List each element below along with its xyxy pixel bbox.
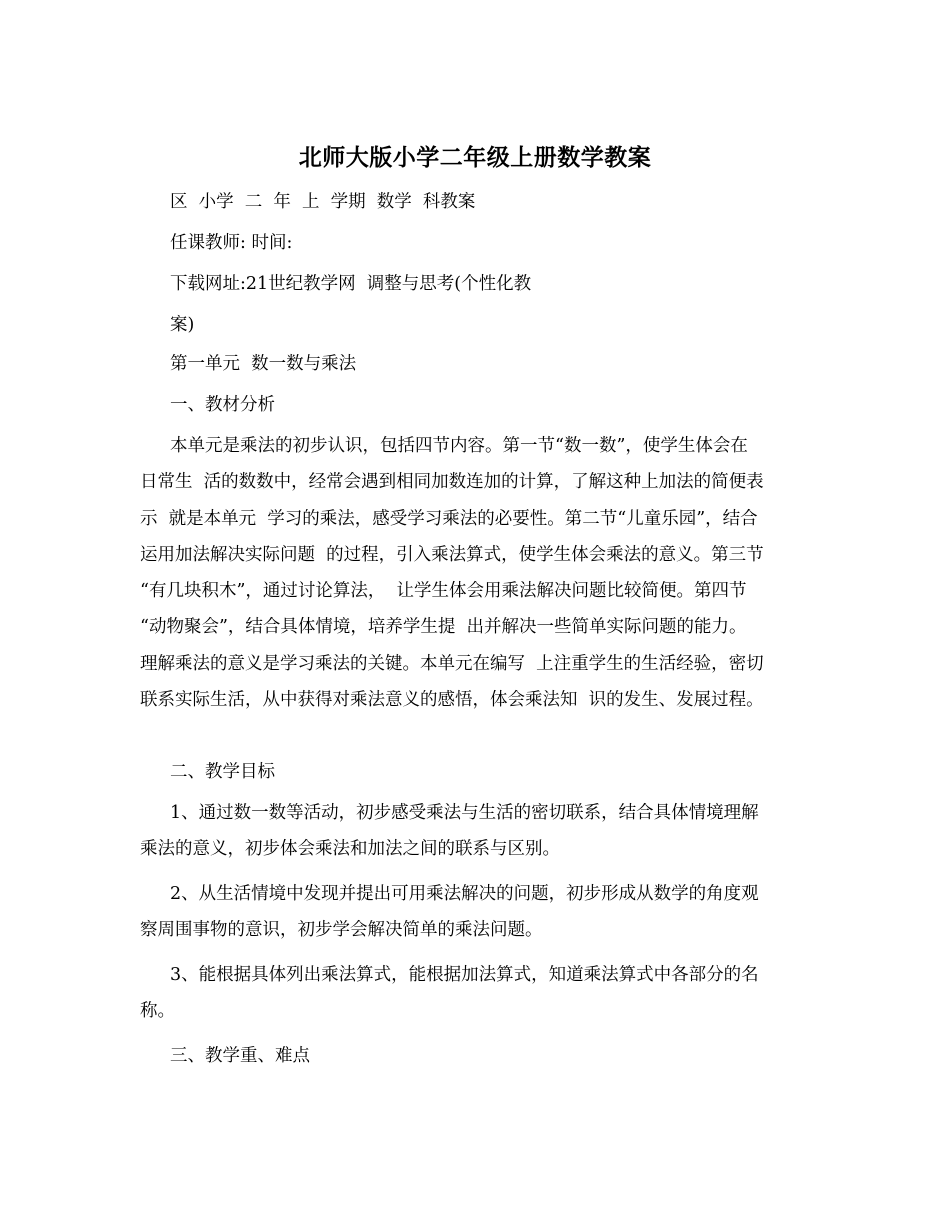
paragraph-line: 日常生 活的数数中，经常会遇到相同加数连加的计算，了解这种上加法的简便表 <box>140 472 764 493</box>
header-line-school: 区 小学 二 年 上 学期 数学 科教案 <box>170 192 476 212</box>
paragraph-line: 本单元是乘法的初步认识，包括四节内容。第一节“数一数”，使学生体会在 <box>170 436 748 456</box>
header-line-plan: 案) <box>170 315 195 335</box>
goal-3-paragraph <box>140 957 820 1030</box>
paragraph-line: 3、能根据具体列出乘法算式，能根据加法算式，知道乘法算式中各部分的名 <box>170 965 759 985</box>
paragraph-line: 乘法的意义，初步体会乘法和加法之间的联系与区别。 <box>140 839 560 860</box>
paragraph-line: 联系实际生活，从中获得对乘法意义的感悟，体会乘法知 识的发生、发展过程。 <box>140 690 764 711</box>
goal-2-paragraph <box>140 876 820 949</box>
paragraph-line: 示 就是本单元 学习的乘法，感受学习乘法的必要性。第二节“儿童乐园”，结合 <box>140 508 758 529</box>
paragraph-line: 称。 <box>140 1001 175 1022</box>
paragraph-line: 运用加法解决实际问题 的过程，引入乘法算式，使学生体会乘法的意义。第三节 <box>140 544 764 565</box>
paragraph-line: 理解乘法的意义是学习乘法的关键。本单元在编写 上注重学生的生活经验，密切 <box>140 653 764 674</box>
header-line-download: 下载网址:21世纪教学网 调整与思考(个性化教 <box>170 274 532 294</box>
section-heading-goals: 二、教学目标 <box>170 762 275 782</box>
document-title: 北师大版小学二年级上册数学教案 <box>298 144 652 171</box>
section-heading-analysis: 一、教材分析 <box>170 395 275 415</box>
paragraph-line: 1、通过数一数等活动，初步感受乘法与生活的密切联系，结合具体情境理解 <box>170 803 759 823</box>
paragraph-line: 察周围事物的意识，初步学会解决简单的乘法问题。 <box>140 920 543 941</box>
paragraph-line: 2、从生活情境中发现并提出可用乘法解决的问题，初步形成从数学的角度观 <box>170 884 759 904</box>
paragraph-line: “有几块积木”，通过讨论算法， 让学生体会用乘法解决问题比较简便。第四节 <box>140 581 747 602</box>
goal-1-paragraph <box>140 795 820 868</box>
unit-title: 第一单元 数一数与乘法 <box>170 354 357 374</box>
section-analysis-paragraph <box>140 428 820 718</box>
paragraph-line: “动物聚会”，结合具体情境，培养学生提 出并解决一些简单实际问题的能力。 <box>140 617 747 638</box>
section-heading-key-points: 三、教学重、难点 <box>170 1046 310 1066</box>
header-line-teacher: 任课教师: 时间: <box>170 233 293 253</box>
